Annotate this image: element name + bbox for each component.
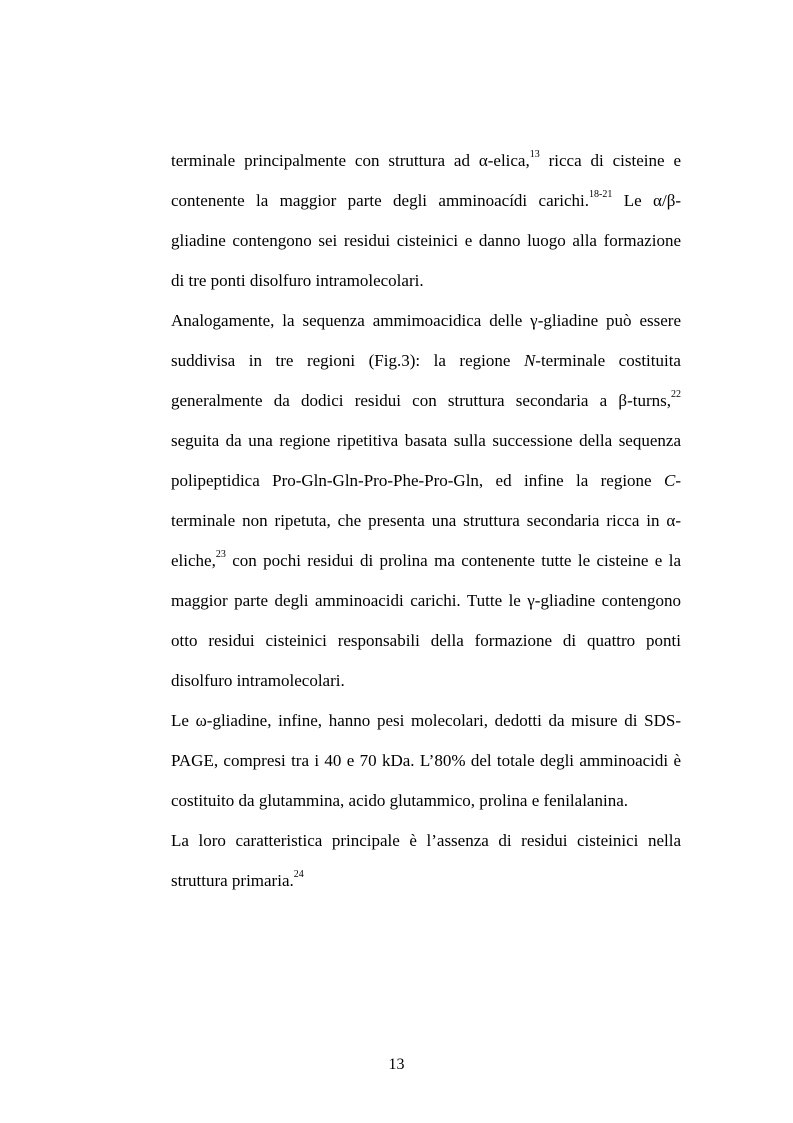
text-line: Le ω-gliadine, infine, hanno pesi molecolari, dedotti da misure di SDS-	[171, 711, 681, 730]
text-line: disolfuro intramolecolari.	[171, 671, 345, 690]
text-line: eliche,$^{23}$ con pochi residui di prolina ma contenente tutte le cisteine e la	[171, 549, 681, 570]
text-line: generalmente da dodici residui con struttura secondaria a β-turns,$^{22}$	[171, 389, 681, 410]
text-line: La loro caratteristica principale è l’assenza di residui cisteinici nella	[171, 831, 681, 850]
citation-superscript: 23	[215, 549, 226, 561]
citation-superscript: 22	[671, 389, 681, 401]
text-line: maggior parte degli amminoacidi carichi. Tutte le γ-gliadine contengono	[171, 591, 681, 610]
text-line: PAGE, compresi tra i 40 e 70 kDa. L’80% del totale degli amminoacidi è	[171, 751, 681, 770]
text-line: contenente la maggior parte degli amminoacídi carichi.$^{18-21}$ Le α/β-	[171, 189, 681, 210]
text-line: terminale principalmente con struttura ad α-elica,$^{13}$ ricca di cisteine e	[171, 149, 681, 170]
text-line: gliadine contengono sei residui cisteinici e danno luogo alla formazione	[171, 231, 681, 250]
text-line: suddivisa in tre regioni (Fig.3): la regione N-terminale costituita	[171, 351, 681, 370]
citation-superscript: 24	[293, 869, 304, 881]
page-number: 13	[388, 1056, 405, 1073]
text-line: di tre ponti disolfuro intramolecolari.	[171, 271, 424, 290]
italic-term: N	[523, 351, 536, 370]
text-line: otto residui cisteinici responsabili della formazione di quattro ponti	[171, 631, 681, 650]
text-line: costituito da glutammina, acido glutammico, prolina e fenilalanina.	[171, 791, 628, 810]
text-line: terminale non ripetuta, che presenta una struttura secondaria ricca in α-	[171, 511, 681, 530]
text-line: struttura primaria.$^{24}$	[171, 869, 304, 890]
italic-term: C	[663, 471, 676, 490]
text-line: polipeptidica Pro-Gln-Gln-Pro-Phe-Pro-Gln, ed infine la regione C-	[171, 471, 681, 490]
text-line: Analogamente, la sequenza ammimoacidica delle γ-gliadine può essere	[171, 311, 681, 330]
citation-superscript: 13	[529, 149, 540, 161]
citation-superscript: 18-21	[589, 189, 613, 201]
text-line: seguita da una regione ripetitiva basata sulla successione della sequenza	[171, 431, 681, 450]
body-text	[171, 141, 681, 901]
